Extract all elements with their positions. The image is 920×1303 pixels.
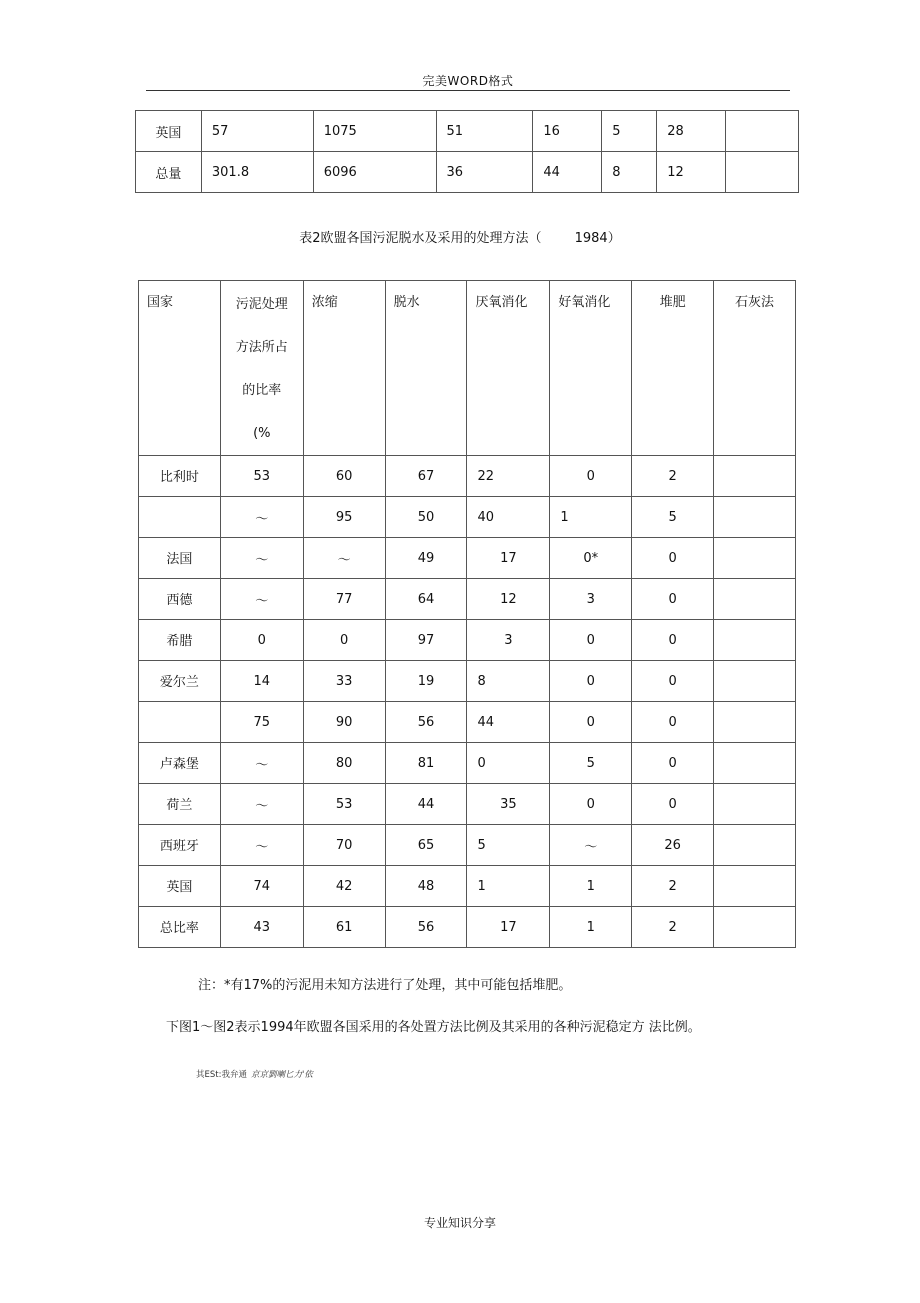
table-cell: 44 — [533, 152, 602, 193]
row-country: 英国 — [136, 111, 202, 152]
table-cell — [714, 538, 796, 579]
table-cell: 26 — [632, 825, 714, 866]
table-row — [139, 579, 796, 620]
table-cell: 43 — [220, 907, 303, 948]
ratio-line-2: 方法所占 — [235, 340, 288, 355]
row-country: 法国 — [139, 538, 221, 579]
table-cell: 0 — [550, 702, 632, 743]
table-row — [139, 456, 796, 497]
table-cell: 0 — [632, 743, 714, 784]
table-cell: 19 — [385, 661, 467, 702]
table-cell: 51 — [436, 111, 533, 152]
table-cell: ～ — [220, 497, 303, 538]
table-cell: 6096 — [313, 152, 436, 193]
table-cell: 5 — [467, 825, 550, 866]
col-header-ratio — [220, 281, 303, 456]
table-cell: 0* — [550, 538, 632, 579]
row-country: 卢森堡 — [139, 743, 221, 784]
table-cell: 56 — [385, 702, 467, 743]
figure-caption-left: 其ESt:我弁通 — [196, 1070, 247, 1080]
table-cell — [714, 702, 796, 743]
table-cell: 0 — [303, 620, 385, 661]
table-cell: 53 — [303, 784, 385, 825]
table-cell: 5 — [550, 743, 632, 784]
table-row — [139, 743, 796, 784]
table-cell: 17 — [467, 907, 550, 948]
table-cell: ～ — [303, 538, 385, 579]
col-header-compost: 堆肥 — [632, 281, 714, 456]
sludge-treatment-table — [138, 280, 796, 948]
row-country: 爱尔兰 — [139, 661, 221, 702]
table-cell: 77 — [303, 579, 385, 620]
table-cell: 0 — [220, 620, 303, 661]
table-caption: 表2欧盟各国污泥脱水及采用的处理方法（ 1984） — [299, 231, 621, 246]
table-row — [139, 702, 796, 743]
table-cell: ～ — [220, 538, 303, 579]
table-cell: 1 — [550, 497, 632, 538]
table-cell: ～ — [220, 825, 303, 866]
table-cell: 17 — [467, 538, 550, 579]
table-cell: 1075 — [313, 111, 436, 152]
table-cell: 97 — [385, 620, 467, 661]
table-cell: 90 — [303, 702, 385, 743]
table-cell: 1 — [467, 866, 550, 907]
row-country: 总量 — [136, 152, 202, 193]
table-cell: ～ — [220, 784, 303, 825]
table-cell: 44 — [467, 702, 550, 743]
figure-caption-right: 京京劉喇匕力'依 — [250, 1070, 313, 1080]
table-cell: 0 — [550, 784, 632, 825]
table-cell: ～ — [220, 743, 303, 784]
table-header-row — [139, 281, 796, 456]
row-country — [139, 497, 221, 538]
table-note: 注：*有17%的污泥用未知方法进行了处理，其中可能包括堆肥。 — [198, 978, 572, 993]
row-country: 比利时 — [139, 456, 221, 497]
ratio-line-3: 的比率 — [242, 383, 282, 398]
table-cell: 0 — [632, 538, 714, 579]
table-cell: 67 — [385, 456, 467, 497]
table-cell: 57 — [201, 111, 313, 152]
table-cell: 2 — [632, 907, 714, 948]
page-footer: 专业知识分享 — [423, 1216, 496, 1230]
table-row — [139, 866, 796, 907]
figure-description: 下图1～图2表示1994年欧盟各国采用的各处置方法比例及其采用的各种污泥稳定方 法比例。 — [166, 1020, 701, 1035]
table-cell: 2 — [632, 456, 714, 497]
table-cell: 35 — [467, 784, 550, 825]
table-cell: 36 — [436, 152, 533, 193]
table-cell: ～ — [220, 579, 303, 620]
table-cell: 0 — [632, 661, 714, 702]
table-row — [139, 907, 796, 948]
table-row — [136, 111, 799, 152]
table-cell: 44 — [385, 784, 467, 825]
col-header-aerobic: 好氧消化 — [550, 281, 632, 456]
table-cell: 61 — [303, 907, 385, 948]
table-cell: 8 — [467, 661, 550, 702]
table-cell — [726, 111, 799, 152]
row-country: 西班牙 — [139, 825, 221, 866]
table-cell — [714, 497, 796, 538]
table-row — [139, 661, 796, 702]
table-cell: 70 — [303, 825, 385, 866]
top-continuation-table — [135, 110, 799, 193]
row-country: 总比率 — [139, 907, 221, 948]
table-cell — [714, 907, 796, 948]
table-cell: 14 — [220, 661, 303, 702]
table-cell — [714, 579, 796, 620]
table-cell — [714, 784, 796, 825]
table-cell: 60 — [303, 456, 385, 497]
table-cell: 28 — [657, 111, 726, 152]
table-cell: 53 — [220, 456, 303, 497]
table-cell: 8 — [602, 152, 657, 193]
table-cell: 0 — [632, 702, 714, 743]
row-country: 荷兰 — [139, 784, 221, 825]
row-country: 西德 — [139, 579, 221, 620]
table-cell: 5 — [602, 111, 657, 152]
table-row — [136, 152, 799, 193]
col-header-lime: 石灰法 — [714, 281, 796, 456]
table-row — [139, 497, 796, 538]
table-cell: 75 — [220, 702, 303, 743]
row-country: 希腊 — [139, 620, 221, 661]
table-cell: 42 — [303, 866, 385, 907]
col-header-dewatering: 脱水 — [385, 281, 467, 456]
figure-caption-line — [196, 1068, 313, 1080]
col-header-country: 国家 — [139, 281, 221, 456]
table-cell — [714, 456, 796, 497]
table-cell: 1 — [550, 907, 632, 948]
table-cell: 33 — [303, 661, 385, 702]
table-cell — [714, 661, 796, 702]
table-cell: 56 — [385, 907, 467, 948]
table-cell: 0 — [632, 579, 714, 620]
table-cell: 95 — [303, 497, 385, 538]
table-cell: 16 — [533, 111, 602, 152]
table-cell: 49 — [385, 538, 467, 579]
table-cell: 48 — [385, 866, 467, 907]
table-cell: 50 — [385, 497, 467, 538]
table-cell: 74 — [220, 866, 303, 907]
table-cell: 2 — [632, 866, 714, 907]
table-cell: 80 — [303, 743, 385, 784]
table-cell: ～ — [550, 825, 632, 866]
table-cell: 0 — [467, 743, 550, 784]
ratio-line-1: 污泥处理 — [235, 297, 288, 312]
table-cell: 81 — [385, 743, 467, 784]
table-cell: 22 — [467, 456, 550, 497]
table-cell: 0 — [550, 456, 632, 497]
table-cell: 301.8 — [201, 152, 313, 193]
table-cell: 12 — [657, 152, 726, 193]
table-cell — [714, 866, 796, 907]
row-country — [139, 702, 221, 743]
table-cell: 64 — [385, 579, 467, 620]
table-cell: 3 — [550, 579, 632, 620]
table-row — [139, 825, 796, 866]
table-cell: 65 — [385, 825, 467, 866]
row-country: 英国 — [139, 866, 221, 907]
table-cell: 0 — [550, 620, 632, 661]
ratio-line-4: (% — [253, 426, 271, 441]
table-cell: 5 — [632, 497, 714, 538]
table-row — [139, 784, 796, 825]
header-divider — [146, 90, 790, 91]
table-cell: 40 — [467, 497, 550, 538]
table-cell: 12 — [467, 579, 550, 620]
table-cell — [726, 152, 799, 193]
table-cell: 1 — [550, 866, 632, 907]
table-cell: 0 — [632, 620, 714, 661]
page-header: 完美WORD格式 — [422, 74, 514, 88]
table-row — [139, 620, 796, 661]
table-cell — [714, 620, 796, 661]
table-cell — [714, 743, 796, 784]
table-cell — [714, 825, 796, 866]
table-row — [139, 538, 796, 579]
table-cell: 0 — [632, 784, 714, 825]
col-header-thickening: 浓缩 — [303, 281, 385, 456]
table-cell: 0 — [550, 661, 632, 702]
table-cell: 3 — [467, 620, 550, 661]
col-header-anaerobic: 厌氧消化 — [467, 281, 550, 456]
